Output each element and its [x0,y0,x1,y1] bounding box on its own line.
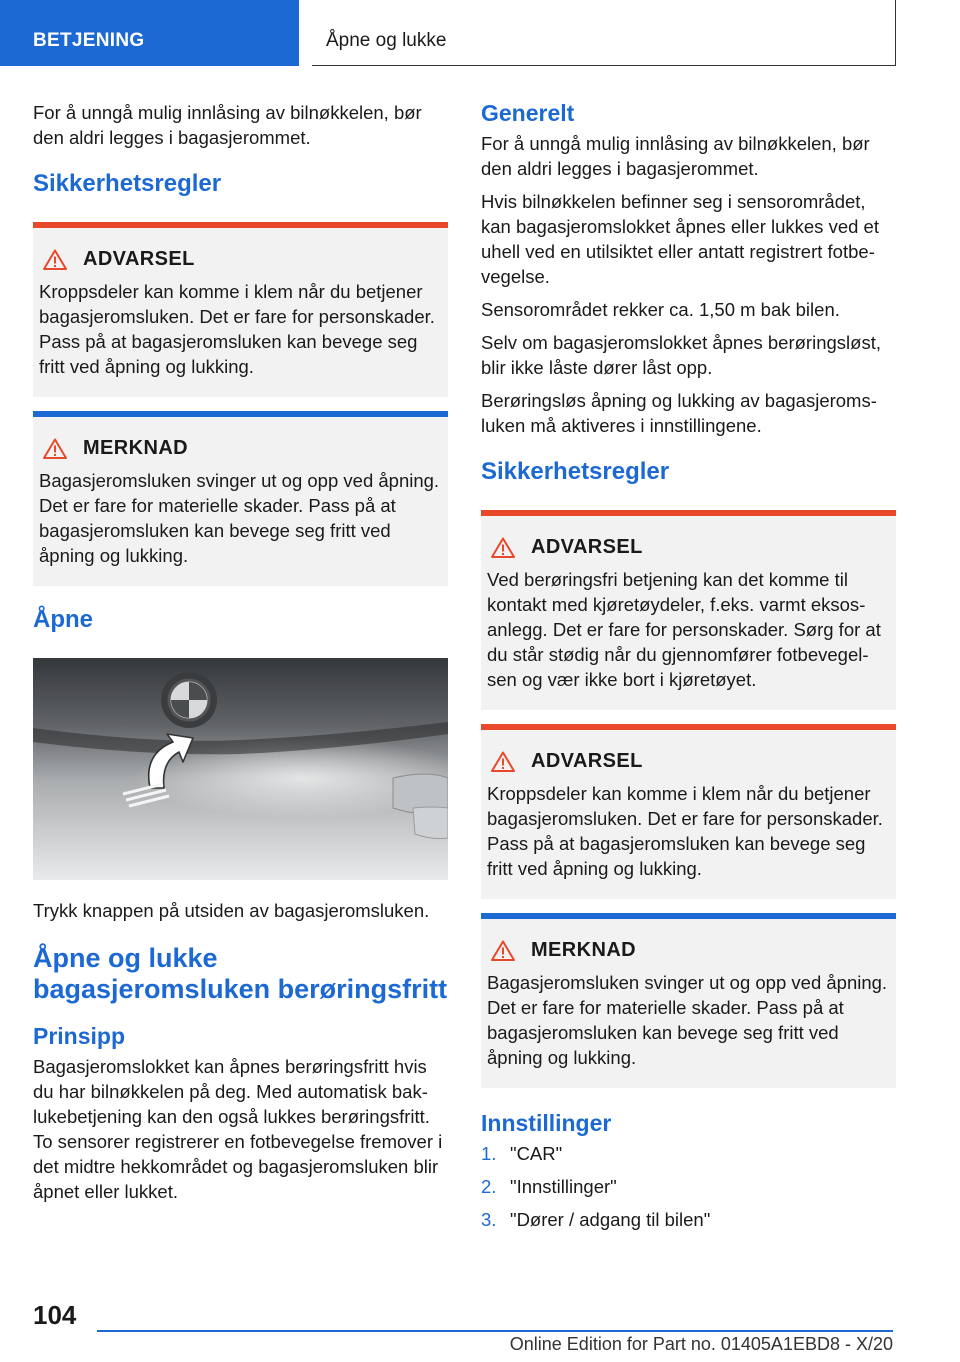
right-column [481,100,896,1240]
warning-triangle-icon [491,751,515,772]
warning-text: Kroppsdeler kan komme i klem når du betjener bagasjeromsluken. Det er fare for personskader. Pass på at bagasjeromsluken kan bevege seg fritt ved åpning og lukking. [487,783,883,879]
principle-heading: Prinsipp [33,1023,126,1049]
general-paragraph-5: Berøringsløs åpning og lukking av bagasjeromsluken må aktiveres i innstillingene. [481,390,877,436]
touchless-heading: Åpne og lukke bagasjeromsluken berøringsfritt [33,943,448,1004]
step-text: "Dører / adgang til bilen" [510,1209,711,1230]
note-text: Bagasjeromsluken svinger ut og opp ved åpning. Det er fare for materielle skader. Pass på at bagasjeromsluken kan bevege seg fritt ved åpning og lukking. [39,470,440,566]
step-number: 3. [481,1209,497,1230]
step-text: "Innstillinger" [510,1176,617,1197]
step-number: 1. [481,1143,497,1164]
trunk-button-photo [33,658,448,880]
principle-paragraph: Bagasjeromslokket kan åpnes berøringsfritt hvis du har bilnøkkelen på deg. Med automatisk baklukebetjening kan den også lukkes berøringsfritt. To sensorer registrerer en fotbevegelse fremover i det midtre hekkområdet og bagasjeromsluken blir åpnet eller lukket. [33,1056,443,1202]
warning-label: ADVARSEL [531,750,643,772]
step-number: 2. [481,1176,497,1197]
settings-steps [481,1141,896,1232]
note-text: Bagasjeromsluken svinger ut og opp ved åpning. Det er fare for materielle skader. Pass på at bagasjeromsluken kan bevege seg fritt ved åpning og lukking. [487,972,888,1068]
note-box [481,913,896,1088]
warning-triangle-icon [43,249,67,270]
warning-label: ADVARSEL [531,536,643,558]
subsection-title: Åpne og lukke [312,0,896,66]
warning-box [481,724,896,899]
list-item [481,1207,896,1232]
general-paragraph-1: For å unngå mulig innlåsing av bilnøkkelen, bør den aldri legges i bagasjerommet. [481,133,870,179]
warning-text: Kroppsdeler kan komme i klem når du betjener bagasjeromsluken. Det er fare for personskader. Pass på at bagasjeromsluken kan bevege seg fritt ved åpning og lukking. [39,281,435,377]
note-label: MERKNAD [531,939,637,961]
note-box [33,411,448,586]
warning-box [481,510,896,710]
general-paragraph-2: Hvis bilnøkkelen befinner seg i sensorområdet, kan bagasjeromslokket åpnes eller lukkes ved et uhell ved en utilsiktet eller antatt registrert fotbevegelse. [481,191,879,287]
page-header [0,0,960,66]
warning-label: ADVARSEL [83,248,195,270]
list-item [481,1174,896,1199]
general-heading: Generelt [481,100,575,126]
warning-text: Ved berøringsfri betjening kan det komme til kontakt med kjøretøydeler, f.eks. varmt eksosanlegg. Det er fare for personskader. Sørg for at du står stødig når du gjennomfører fotbevegelsen og vær ikke bort i kjøretøyet. [487,569,881,690]
image-caption: Trykk knappen på utsiden av bagasjeromsluken. [33,900,430,921]
list-item [481,1141,896,1166]
safety-heading: Sikkerhetsregler [481,458,670,485]
open-heading: Åpne [33,606,93,633]
page-number: 104 [33,1300,77,1330]
settings-heading: Innstillinger [481,1110,612,1136]
safety-heading: Sikkerhetsregler [33,170,222,197]
left-column [33,100,448,1212]
general-paragraph-4: Selv om bagasjeromslokket åpnes berøringsløst, blir ikke låste dører låst opp. [481,332,881,378]
warning-triangle-icon [43,438,67,459]
warning-triangle-icon [491,940,515,961]
intro-paragraph: For å unngå mulig innlåsing av bilnøkkelen, bør den aldri legges i bagasjerommet. [33,102,422,148]
footer-rule [97,1330,893,1332]
warning-box [33,222,448,397]
step-text: "CAR" [510,1143,563,1164]
footer-edition: Online Edition for Part no. 01405A1EBD8 - X/20 [509,1334,893,1354]
section-tab: BETJENING [0,0,299,66]
warning-triangle-icon [491,537,515,558]
note-label: MERKNAD [83,437,189,459]
general-paragraph-3: Sensorområdet rekker ca. 1,50 m bak bilen. [481,299,840,320]
